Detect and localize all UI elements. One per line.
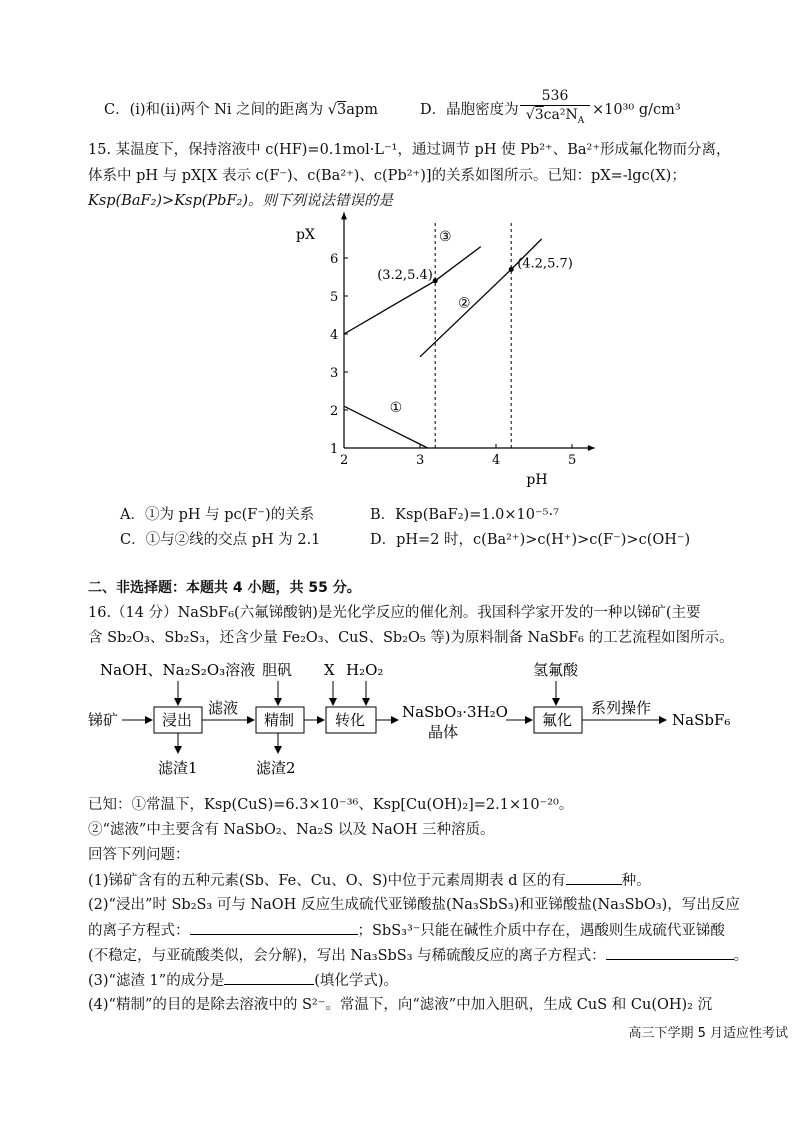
y-tick-label: 6 (330, 252, 339, 267)
flow-box-fluorinate-label: 氟化 (542, 711, 573, 729)
sqrt-symbol: √ (327, 102, 338, 118)
x-axis-label: pH (526, 472, 548, 488)
y-tick-label: 5 (330, 290, 339, 305)
flow-reagent-naoh: NaOH、Na₂S₂O₃溶液 (100, 661, 256, 679)
y-axis-label: pX (296, 227, 315, 243)
pX-pH-chart (290, 218, 577, 488)
denominator-sub: A (577, 115, 585, 126)
flow-box-refine-label: 精制 (264, 711, 295, 729)
q15-stem-line2: 体系中 pH 与 pX[X 表示 c(F⁻)、c(Ba²⁺)、c(Pb²⁺)]的关系如图所示。已知：pX=-lgc(X)； (88, 168, 686, 184)
annotation-label-1: (3.2,5.4) (377, 267, 433, 283)
q15-option-a: A．①为 pH 与 pc(F⁻)的关系 (120, 507, 315, 523)
answer-blank-1[interactable] (566, 870, 622, 885)
q16-part-1 (88, 870, 651, 891)
denominator-body: ca²N (543, 107, 578, 123)
x-tick-label: 5 (568, 453, 577, 468)
y-tick-label: 4 (330, 328, 339, 343)
y-tick-label: 3 (330, 366, 339, 381)
q14-option-d-text: D．晶胞密度为 (420, 102, 519, 118)
section-2-heading: 二、非选择题：本题共 4 小题，共 55 分。 (88, 580, 361, 596)
q16-part-2-text: 的离子方程式： (88, 923, 190, 939)
sqrt-symbol: √ (525, 107, 535, 123)
q14-option-c (104, 100, 378, 120)
q16-answer-prompt: 回答下列问题： (88, 847, 190, 863)
series-line-3 (344, 247, 481, 334)
x-tick-label: 2 (340, 453, 349, 468)
q16-part-2-line3 (88, 945, 748, 966)
q16-part-2-text-b: ；SbS₃³⁻只能在碱性介质中存在，遇酸则生成硫代亚锑酸 (357, 923, 725, 939)
annotation-point-1 (433, 278, 438, 283)
flow-reagent-x: X (324, 661, 335, 679)
flow-series-operation: 系列操作 (591, 699, 652, 717)
fraction-numerator: 536 (541, 88, 569, 104)
annotation-point-2 (509, 267, 514, 272)
y-axis-arrow (341, 212, 347, 219)
q16-part-3-suffix: (填化学式)。 (314, 973, 399, 989)
q16-known-2: ②“滤液”中主要含有 NaSbO₂、Na₂S 以及 NaOH 三种溶质。 (88, 822, 495, 838)
series-label-2: ② (458, 295, 471, 312)
q14-density-fraction (520, 88, 590, 126)
answer-blank-3[interactable] (224, 970, 314, 985)
q14-option-c-unit: apm (346, 102, 378, 118)
flow-box-convert-label: 转化 (335, 711, 366, 729)
series-line-1 (344, 406, 428, 448)
flow-box-leach-label: 浸出 (162, 711, 193, 729)
flow-filtrate-label: 滤液 (208, 699, 239, 717)
flow-product-crystal: 晶体 (428, 723, 459, 741)
annotation-label-2: (4.2,5.7) (517, 256, 573, 272)
flow-product-nasbo3: NaSbO₃·3H₂O (402, 703, 508, 721)
q14-option-d-unit: ×10³⁰ g/cm³ (592, 102, 681, 118)
q16-part-3-text: (3)“滤渣 1”的成分是 (88, 973, 225, 989)
series-label-3: ③ (439, 228, 452, 245)
flow-residue-2: 滤渣2 (256, 759, 296, 777)
q16-stem-line1: 16.（14 分）NaSbF₆(六氟锑酸钠)是光化学反应的催化剂。我国科学家开发的一种以锑矿(主要 (88, 605, 701, 621)
denominator-radicand: 3 (534, 107, 544, 123)
series-label-1: ① (389, 399, 403, 416)
flow-final-product: NaSbF₆ (672, 711, 731, 729)
flow-reagent-bluevitriol: 胆矾 (262, 661, 293, 679)
x-axis-arrow (588, 445, 595, 451)
q16-part-2-text-c: (不稳定，与亚硫酸类似，会分解)，写出 Na₃SbS₃ 与稀硫酸反应的离子方程式： (88, 948, 606, 964)
q16-part-3 (88, 970, 398, 991)
process-flow-diagram (88, 655, 768, 785)
flow-residue-1: 滤渣1 (158, 759, 198, 777)
page-footer: 高三下学期 5 月适应性考试 (628, 1026, 788, 1041)
flow-start-ore: 锑矿 (88, 711, 119, 729)
q14-option-c-radicand: 3 (337, 102, 347, 118)
q15-stem-line3: Ksp(BaF₂)>Ksp(PbF₂)。则下列说法错误的是 (88, 193, 393, 209)
chart-plot-area (296, 212, 595, 488)
q14-option-d (420, 100, 519, 120)
y-tick-label: 1 (330, 442, 339, 457)
q15-option-b: B．Ksp(BaF₂)=1.0×10⁻⁵·⁷ (370, 507, 559, 523)
x-tick-label: 3 (416, 453, 425, 468)
answer-blank-2b[interactable] (606, 945, 734, 960)
q16-known-1: 已知：①常温下，Ksp(CuS)=6.3×10⁻³⁶、Ksp[Cu(OH)₂]=2.1×10⁻²⁰。 (88, 797, 574, 813)
q14-option-c-text: C．(i)和(ii)两个 Ni 之间的距离为 (104, 102, 328, 118)
answer-blank-2a[interactable] (190, 920, 358, 935)
q16-part-2-line2 (88, 920, 725, 941)
q16-part-1-text: (1)锑矿含有的五种元素(Sb、Fe、Cu、O、S)中位于元素周期表 d 区的有 (88, 873, 566, 889)
q15-stem-line1: 15. 某温度下，保持溶液中 c(HF)=0.1mol·L⁻¹，通过调节 pH 使 Pb²⁺、Ba²⁺形成氟化物而分离， (88, 142, 731, 158)
flow-reagent-hf: 氢氟酸 (533, 661, 579, 679)
q16-part-2-line1: (2)“浸出”时 Sb₂S₃ 可与 NaOH 反应生成硫代亚锑酸盐(Na₃SbS₃)和亚锑酸盐(Na₃SbO₃)，写出反应 (88, 897, 740, 913)
q15-option-d: D．pH=2 时，c(Ba²⁺)>c(H⁺)>c(F⁻)>c(OH⁻) (370, 532, 691, 548)
q16-part-1-suffix: 种。 (621, 873, 651, 889)
q16-part-2-suffix: 。 (733, 948, 749, 964)
flow-reagent-h2o2: H₂O₂ (346, 661, 384, 679)
x-tick-label: 4 (492, 453, 501, 468)
q16-stem-line2: 含 Sb₂O₃、Sb₂S₃，还含少量 Fe₂O₃、CuS、Sb₂O₅ 等)为原料制备 NaSbF₆ 的工艺流程如图所示。 (88, 630, 734, 646)
y-tick-label: 2 (330, 404, 339, 419)
q16-part-4: (4)“精制”的目的是除去溶液中的 S²⁻。常温下，向“滤液”中加入胆矾，生成 CuS 和 Cu(OH)₂ 沉 (88, 997, 713, 1013)
fraction-denominator (520, 105, 590, 126)
q15-option-c: C．①与②线的交点 pH 为 2.1 (120, 532, 321, 548)
